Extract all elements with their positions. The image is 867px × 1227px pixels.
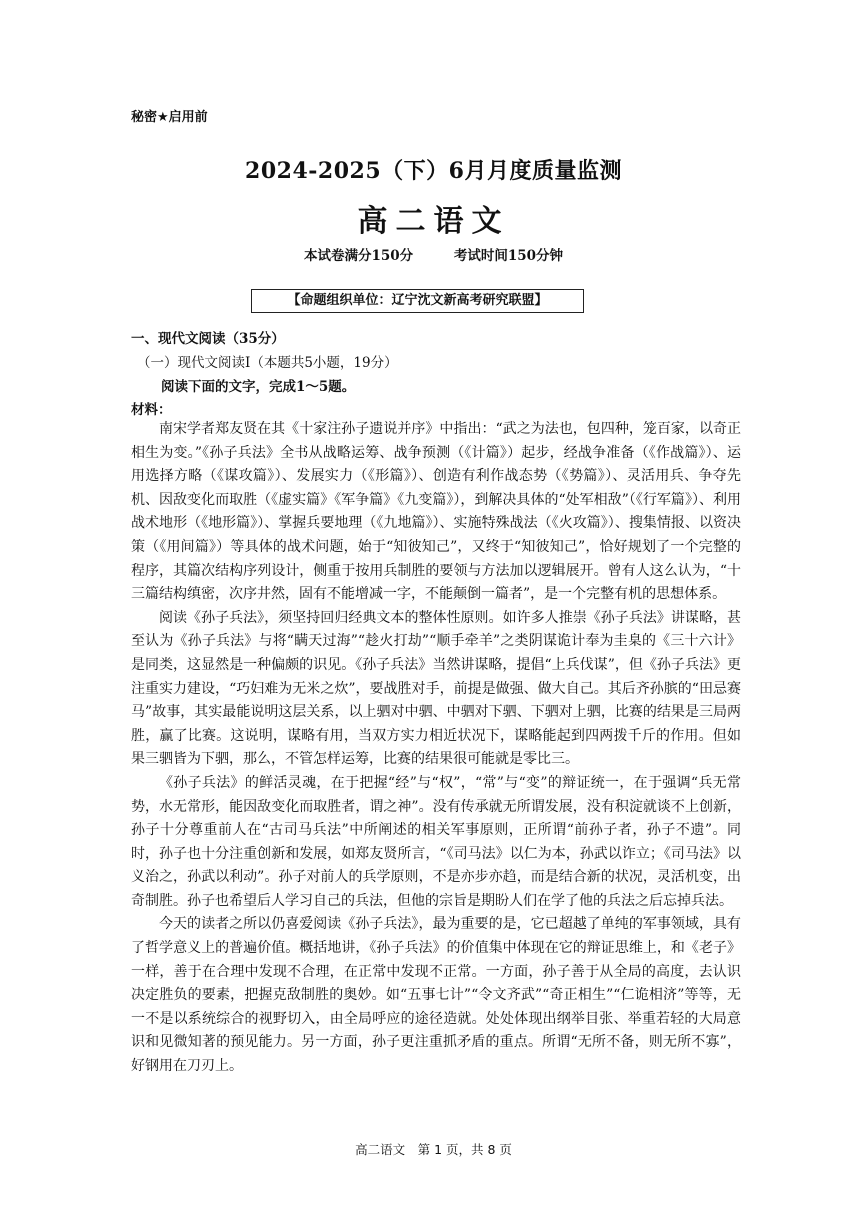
page-footer: 高二语文 第 1 页，共 8 页 (355, 1142, 512, 1157)
material-label: 材料： (131, 402, 172, 418)
reading-passage (131, 418, 741, 1079)
paragraph: 阅读《孙子兵法》，须坚持回归经典文本的整体性原则。如许多人推崇《孙子兵法》讲谋略，甚至认为《孙子兵法》与将“瞒天过海”“趁火打劫”“顺手牵羊”之类阴谋诡计奉为圭臬的《三十六计》是同类，这显然是一种偏颇的识见。《孙子兵法》当然讲谋略，提倡“上兵伐谋”，但《孙子兵法》更注重实力建设，“巧妇难为无米之炊”，要战胜对手，前提是做强、做大自己。其后齐孙膑的“田忌赛马”故事，其实最能说明这层关系，以上驷对中驷、中驷对下驷、下驷对上驷，比赛的结果是三局两胜，赢了比赛。这说明，谋略有用，当双方实力相近状况下，谋略能起到四两拨千斤的作用。但如果三驷皆为下驷，那么，不管怎样运筹，比赛的结果很可能就是零比三。 (131, 609, 741, 768)
part-one-heading: 一、现代文阅读（35分） (131, 331, 285, 347)
sub-one-heading: （一）现代文阅读Ⅰ（本题共5小题，19分） (137, 355, 398, 371)
reading-instruction: 阅读下面的文字，完成1～5题。 (161, 379, 356, 395)
exam-time: 考试时间150分钟 (453, 248, 564, 264)
organizer-box: 【命题组织单位：辽宁沈文新高考研究联盟】 (251, 289, 584, 313)
full-score: 本试卷满分150分 (303, 248, 414, 264)
paragraph: 南宋学者郑友贤在其《十家注孙子遗说并序》中指出：“武之为法也，包四种，笼百家，以奇正相生为变。”《孙子兵法》全书从战略运筹、战争预测（《计篇》）起步，经战争准备（《作战篇》）、运用选择方略（《谋攻篇》）、发展实力（《形篇》）、创造有利作战态势（《势篇》）、灵活用兵、争夺先机、因敌变化而取胜（《虚实篇》《军争篇》《九变篇》），到解决具体的“处军相敌”（《行军篇》）、利用战术地形（《地形篇》）、掌握兵要地理（《九地篇》）、实施特殊战法（《火攻篇》）、搜集情报、以资决策（《用间篇》）等具体的战术问题，始于“知彼知己”，又终于“知彼知己”，恰好规划了一个完整的程序，其篇次结构序列设计，侧重于按用兵制胜的要领与方法加以逻辑展开。曾有人这么认为，“十三篇结构缜密，次序井然，固有不能增减一字，不能颠倒一篇者”，是一个完整有机的思想体系。 (131, 421, 741, 603)
subject-title: 高二语文 (357, 204, 510, 239)
exam-title: 2024-2025（下）6月月度质量监测 (245, 158, 622, 184)
secret-label: 秘密★启用前 (131, 110, 208, 125)
paragraph: 《孙子兵法》的鲜活灵魂，在于把握“经”与“权”，“常”与“变”的辩证统一，在于强调“兵无常势，水无常形，能因敌变化而取胜者，谓之神”。没有传承就无所谓发展，没有积淀就谈不上创新，孙子十分尊重前人在“古司马兵法”中所阐述的相关军事原则，正所谓“前孙子者，孙子不遗”。同时，孙子也十分注重创新和发展，如郑友贤所言，“《司马法》以仁为本，孙武以诈立；《司马法》以义治之，孙武以利动”。孙子对前人的兵学原则，不是亦步亦趋，而是结合新的状况，灵活机变，出奇制胜。孙子也希望后人学习自己的兵法，但他的宗旨是期盼人们在学了他的兵法之后忘掉兵法。 (131, 774, 741, 909)
exam-meta (0, 244, 867, 264)
paragraph: 今天的读者之所以仍喜爱阅读《孙子兵法》，最为重要的是，它已超越了单纯的军事领域，具有了哲学意义上的普遍价值。概括地讲，《孙子兵法》的价值集中体现在它的辩证思维上，和《老子》一样，善于在合理中发现不合理，在正常中发现不正常。一方面，孙子善于从全局的高度，去认识决定胜负的要素，把握克敌制胜的奥妙。如“五事七计”“令文齐武”“奇正相生”“仁诡相济”等等，无一不是以系统综合的视野切入，由全局呼应的途径造就。处处体现出纲举目张、举重若轻的大局意识和见微知著的预见能力。另一方面，孙子更注重抓矛盾的重点。所谓“无所不备，则无所不寡”，好钢用在刀刃上。 (131, 916, 741, 1075)
